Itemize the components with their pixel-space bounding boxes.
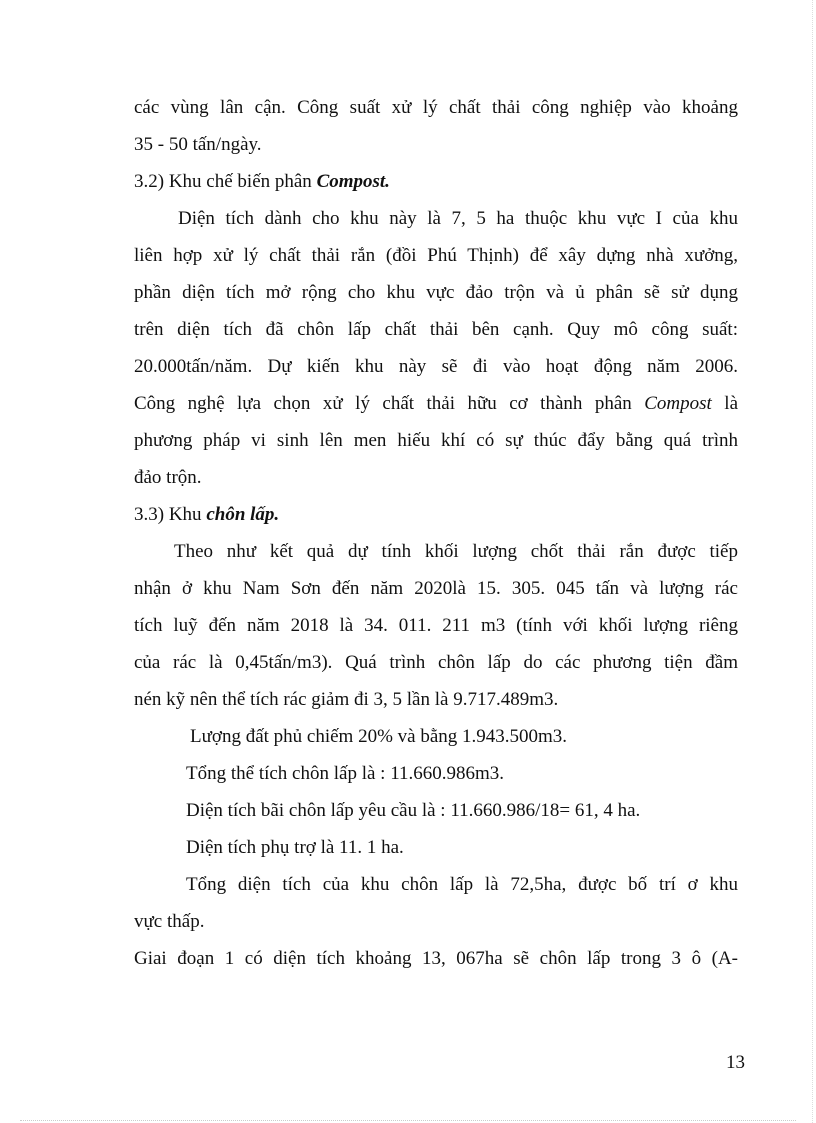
paragraph-line: Diện tích bãi chôn lấp yêu cầu là : 11.660.986/18= 61, 4 ha. (186, 800, 641, 821)
heading-text: 3.3) Khu (134, 504, 207, 525)
paragraph-line: phần diện tích mở rộng cho khu vực đảo trộn và ủ phân sẽ sử dụng (134, 282, 738, 303)
heading-emphasis: Compost. (316, 171, 390, 192)
paragraph-line: Diện tích phụ trợ là 11. 1 ha. (186, 837, 404, 858)
paragraph-line: 35 - 50 tấn/ngày. (134, 134, 262, 155)
paragraph-line: Lượng đất phủ chiếm 20% và bằng 1.943.500m3. (190, 726, 568, 747)
paragraph-line (134, 392, 738, 416)
paragraph-line: Diện tích dành cho khu này là 7, 5 ha thuộc khu vực I của khu (178, 208, 738, 229)
paragraph-line: Theo như kết quả dự tính khối lượng chốt thải rắn được tiếp (174, 541, 738, 562)
paragraph-line: các vùng lân cận. Công suất xử lý chất thải công nghiệp vào khoảng (134, 97, 738, 118)
paragraph-line: Tổng thể tích chôn lấp là : 11.660.986m3. (186, 763, 505, 784)
paragraph-line: của rác là 0,45tấn/m3). Quá trình chôn lấp do các phương tiện đầm (134, 652, 738, 673)
page-bottom-edge (20, 1120, 796, 1121)
section-heading-3-2 (134, 170, 738, 194)
paragraph-line: tích luỹ đến năm 2018 là 34. 011. 211 m3 (tính với khối lượng riêng (134, 615, 738, 636)
page-right-edge (812, 0, 813, 1123)
paragraph-line: nhận ở khu Nam Sơn đến năm 2020là 15. 305. 045 tấn và lượng rác (134, 578, 738, 599)
paragraph-line: trên diện tích đã chôn lấp chất thải bên cạnh. Quy mô công suất: (134, 319, 738, 340)
paragraph-line: liên hợp xử lý chất thải rắn (đồi Phú Thịnh) để xây dựng nhà xưởng, (134, 245, 738, 266)
paragraph-line: nén kỹ nên thể tích rác giảm đi 3, 5 lần là 9.717.489m3. (134, 689, 559, 710)
paragraph-text: là (711, 393, 739, 414)
paragraph-line: Tổng diện tích của khu chôn lấp là 72,5ha, được bố trí ơ khu (186, 874, 738, 895)
heading-text: 3.2) Khu chế biến phân (134, 171, 317, 192)
italic-term: Compost (644, 393, 712, 414)
paragraph-line: 20.000tấn/năm. Dự kiến khu này sẽ đi vào hoạt động năm 2006. (134, 356, 738, 377)
paragraph-line: vực thấp. (134, 911, 205, 932)
paragraph-line: đảo trộn. (134, 467, 202, 488)
paragraph-text: Công nghệ lựa chọn xử lý chất thải hữu cơ thành phân (134, 393, 645, 414)
paragraph-line: Giai đoạn 1 có diện tích khoảng 13, 067ha sẽ chôn lấp trong 3 ô (A- (134, 948, 738, 969)
section-heading-3-3 (134, 503, 738, 527)
paragraph-line: phương pháp vi sinh lên men hiếu khí có sự thúc đẩy bằng quá trình (134, 430, 738, 451)
page-number: 13 (726, 1052, 745, 1073)
heading-emphasis: chôn lấp. (206, 504, 280, 525)
